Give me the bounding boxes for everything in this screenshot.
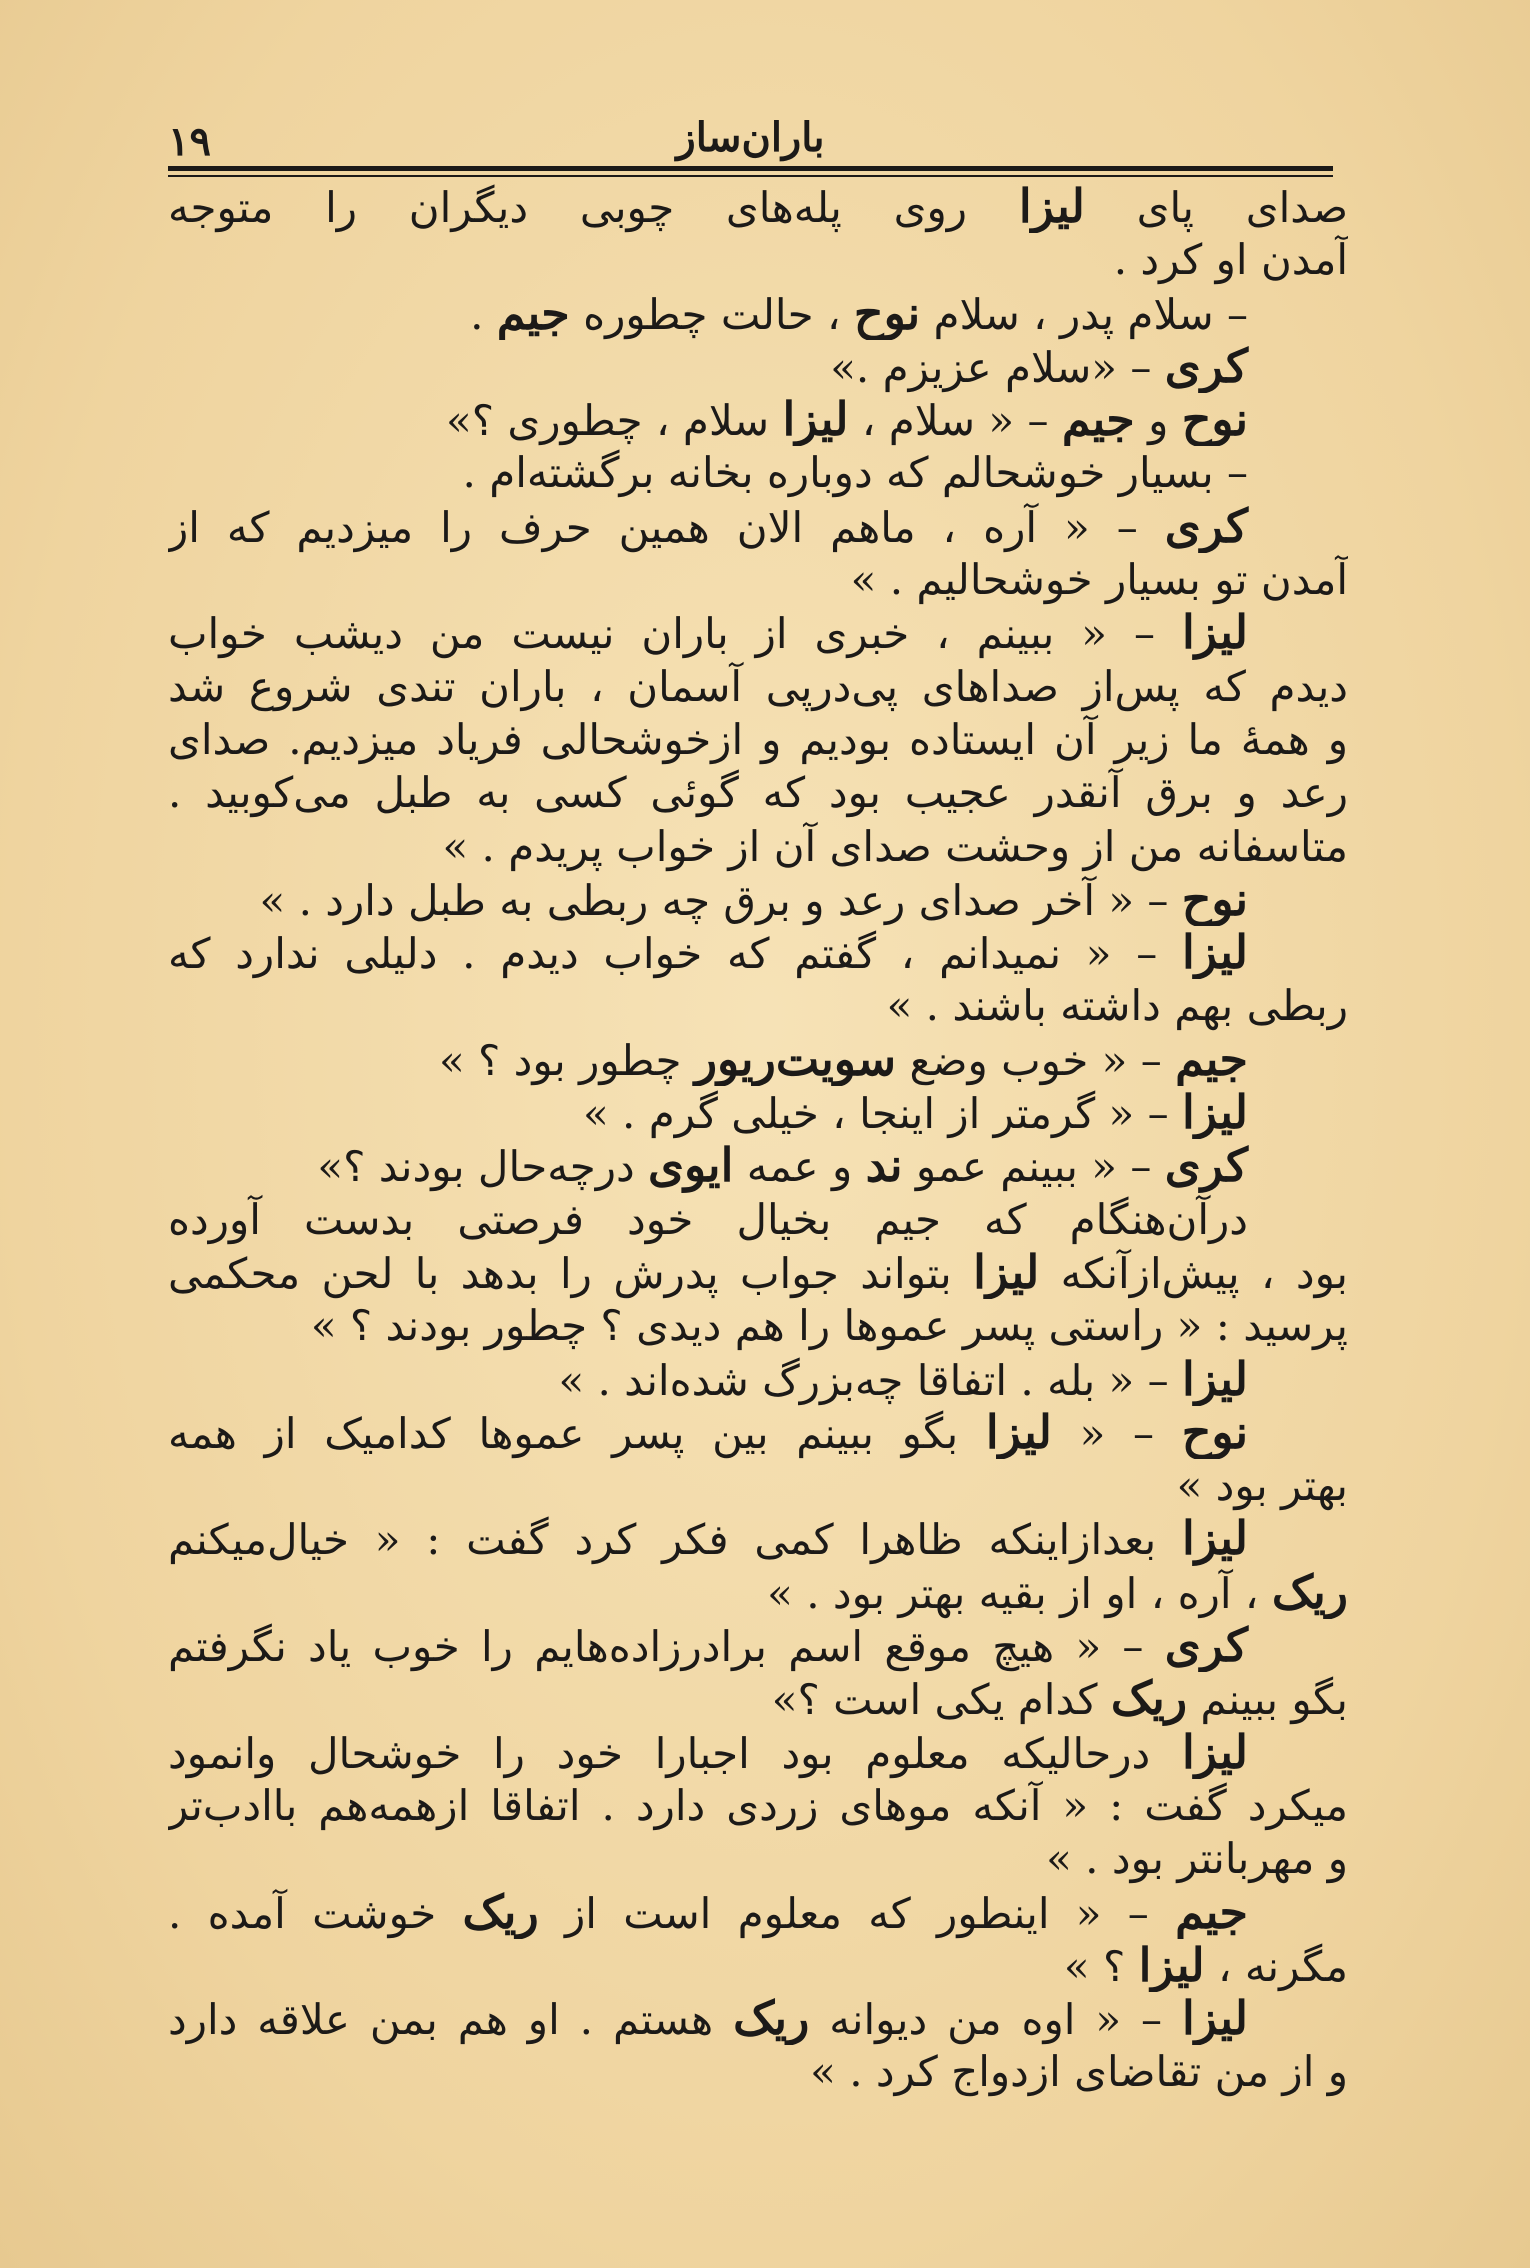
text-line — [168, 1726, 1348, 1779]
text-run: متاسفانه من از وحشت صدای آن از خواب پریدم . » — [442, 821, 1348, 871]
speaker-name: لیزا — [1181, 926, 1248, 980]
text-run: درحالیکه معلوم بود اجبارا خود را خوشحال وانمود — [168, 1728, 1182, 1778]
text-line — [168, 926, 1348, 979]
speaker-name: لیزا — [1181, 1352, 1248, 1406]
speaker-name: جیم — [1175, 1032, 1248, 1086]
text-line — [168, 233, 1348, 286]
text-run: . — [470, 289, 497, 339]
text-run: و همهٔ ما زیر آن ایستاده بودیم و ازخوشحالی فریاد میزدیم. صدای — [168, 714, 1348, 764]
text-line — [168, 1992, 1348, 2045]
text-line — [168, 1139, 1348, 1192]
speaker-name: کری — [1164, 499, 1248, 553]
text-run: بتواند جواب پدرش را بدهد با لحن محکمی — [168, 1248, 974, 1298]
text-run: روی پله‌های چوبی دیگران را متوجه — [168, 183, 1019, 232]
text-line — [168, 606, 1348, 659]
text-run: بود ، پیش‌ازآنکه — [1039, 1248, 1348, 1298]
text-line — [168, 1886, 1348, 1939]
speaker-name: لیزا — [1181, 1086, 1248, 1140]
text-line — [168, 1353, 1348, 1406]
text-run: – « اوه من دیوانه — [809, 1995, 1182, 2045]
speaker-name: جیم — [496, 286, 570, 340]
speaker-name: ریک — [462, 1885, 539, 1939]
body-text — [168, 180, 1348, 2099]
text-run: – « آخر صدای رعد و برق چه ربطی به طبل دارد . » — [259, 875, 1182, 925]
header-rule — [168, 166, 1333, 171]
text-line — [168, 1566, 1348, 1619]
text-line — [168, 1939, 1348, 1992]
text-run: ؟ » — [1063, 1941, 1139, 1991]
text-line — [168, 1672, 1348, 1725]
text-line — [168, 1832, 1348, 1885]
speaker-name: جیم — [1175, 1885, 1248, 1939]
speaker-name: لیزا — [1138, 1938, 1205, 1992]
text-line — [168, 1512, 1348, 1565]
speaker-name: نوح — [1181, 393, 1248, 447]
speaker-name: نوح — [853, 286, 921, 340]
text-run: – «سلام عزیزم .» — [830, 342, 1165, 392]
speaker-name: نوح — [1181, 872, 1248, 926]
speaker-name: لیزا — [1181, 1512, 1248, 1566]
text-line — [168, 1033, 1348, 1086]
speaker-name: ریک — [1271, 1565, 1348, 1619]
text-line — [168, 820, 1348, 873]
text-line — [168, 393, 1348, 446]
text-run: و مهربانتر بود . » — [1046, 1834, 1348, 1884]
text-run: پرسید : « راستی پسر عموها را هم دیدی ؟ چطور بودند ؟ » — [310, 1301, 1348, 1351]
text-run: و — [1134, 396, 1182, 446]
text-run: و عمه — [733, 1142, 866, 1192]
speaker-name: کری — [1164, 1139, 1248, 1193]
speaker-name: جیم — [1061, 393, 1135, 447]
text-run: – « گرمتر از اینجا ، خیلی گرم . » — [583, 1089, 1182, 1139]
text-run: – « آره ، ماهم الان همین حرف را میزدیم که از — [168, 502, 1165, 552]
speaker-name: لیزا — [973, 1245, 1040, 1299]
speaker-name: لیزا — [1181, 606, 1248, 660]
text-run: بگو ببینم بین پسر عموها کدامیک از همه — [168, 1408, 986, 1458]
text-run: ، حالت چطوره — [569, 289, 854, 339]
text-line — [168, 446, 1348, 499]
text-run: رعد و برق آنقدر عجیب بود که گوئی کسی به طبل می‌کوبید . — [168, 768, 1348, 818]
text-line — [168, 2045, 1348, 2098]
text-run: هستم . او هم بمن علاقه دارد — [168, 1995, 734, 2045]
text-run: بهتر بود » — [1176, 1461, 1348, 1511]
speaker-name: ند — [865, 1139, 903, 1193]
text-line — [168, 553, 1348, 606]
text-line — [168, 1193, 1348, 1246]
running-title: باران‌ساز — [676, 114, 825, 161]
speaker-name: سویت‌ریور — [694, 1032, 897, 1086]
text-run: درآن‌هنگام که جیم بخیال خود فرصتی بدست آورده — [168, 1194, 1248, 1244]
text-line — [168, 660, 1348, 713]
text-line — [168, 1299, 1348, 1352]
page-number: ١٩ — [168, 118, 211, 165]
text-line — [168, 873, 1348, 926]
text-line — [168, 180, 1348, 233]
text-run: – « سلام ، — [848, 396, 1062, 446]
text-run: – « — [1051, 1408, 1182, 1458]
text-run: – « ببینم عمو — [902, 1142, 1165, 1192]
text-run: آمدن او کرد . — [1113, 235, 1348, 285]
text-run: بگو ببینم — [1187, 1675, 1348, 1725]
text-run: سلام ، چطوری ؟» — [446, 396, 783, 446]
speaker-name: کری — [1164, 1619, 1249, 1673]
text-line — [168, 1459, 1348, 1512]
text-line — [168, 1779, 1348, 1832]
text-run: آمدن تو بسیار خوشحالیم . » — [850, 555, 1348, 605]
text-run: کدام یکی است ؟» — [771, 1675, 1111, 1725]
speaker-name: لیزا — [1181, 1992, 1248, 2046]
text-line — [168, 500, 1348, 553]
speaker-name: لیزا — [1018, 180, 1085, 233]
header-rule-thin — [168, 175, 1333, 177]
text-run: ، آره ، او از بقیه بهتر بود . » — [767, 1568, 1272, 1618]
text-run: – « نمیدانم ، گفتم که خواب دیدم . دلیلی ندارد که — [168, 929, 1182, 979]
text-line — [168, 287, 1348, 340]
speaker-name: ایوی — [648, 1139, 734, 1193]
text-run: – سلام پدر ، سلام — [920, 289, 1248, 339]
text-run: – « بله . اتفاقا چه‌بزرگ شده‌اند . » — [558, 1355, 1182, 1405]
text-run: – « خوب وضع — [896, 1035, 1176, 1085]
text-run: صدای پای — [1084, 183, 1348, 232]
speaker-name: لیزا — [782, 393, 849, 447]
text-run: درچه‌حال بودند ؟» — [317, 1142, 649, 1192]
speaker-name: کری — [1164, 339, 1248, 393]
text-line — [168, 1619, 1348, 1672]
speaker-name: لیزا — [985, 1405, 1052, 1459]
text-line — [168, 713, 1348, 766]
speaker-name: ریک — [733, 1992, 810, 2046]
text-line — [168, 1406, 1348, 1459]
text-line — [168, 340, 1348, 393]
text-line — [168, 766, 1348, 819]
speaker-name: ریک — [1110, 1672, 1188, 1726]
text-run: دیدم که پس‌از صداهای پی‌درپی آسمان ، باران تندی شروع شد — [168, 661, 1348, 711]
text-run: چطور بود ؟ » — [438, 1035, 695, 1085]
text-line — [168, 1246, 1348, 1299]
text-run: – « اینطور که معلوم است از — [538, 1888, 1176, 1938]
text-run: – « هیچ موقع اسم برادرزاده‌هایم را خوب یاد نگرفتم — [168, 1622, 1165, 1672]
text-run: خوشت آمده . — [168, 1888, 463, 1938]
text-run: – « ببینم ، خبری از باران نیست من دیشب خواب — [168, 609, 1182, 659]
text-run: ربطی بهم داشته باشند . » — [886, 981, 1348, 1031]
speaker-name: لیزا — [1181, 1725, 1248, 1779]
text-line — [168, 1086, 1348, 1139]
speaker-name: نوح — [1181, 1405, 1248, 1459]
text-run: و از من تقاضای ازدواج کرد . » — [810, 2047, 1348, 2097]
text-run: بعدازاینکه ظاهرا کمی فکر کرد گفت : « خیال‌میکنم — [168, 1515, 1182, 1565]
text-line — [168, 979, 1348, 1032]
text-run: میکرد گفت : « آنکه موهای زردی دارد . اتفاقا ازهمه‌هم باادب‌تر — [168, 1780, 1348, 1830]
text-run: مگرنه ، — [1204, 1941, 1348, 1991]
text-run: – بسیار خوشحالم که دوباره بخانه برگشته‌ام . — [462, 448, 1248, 498]
